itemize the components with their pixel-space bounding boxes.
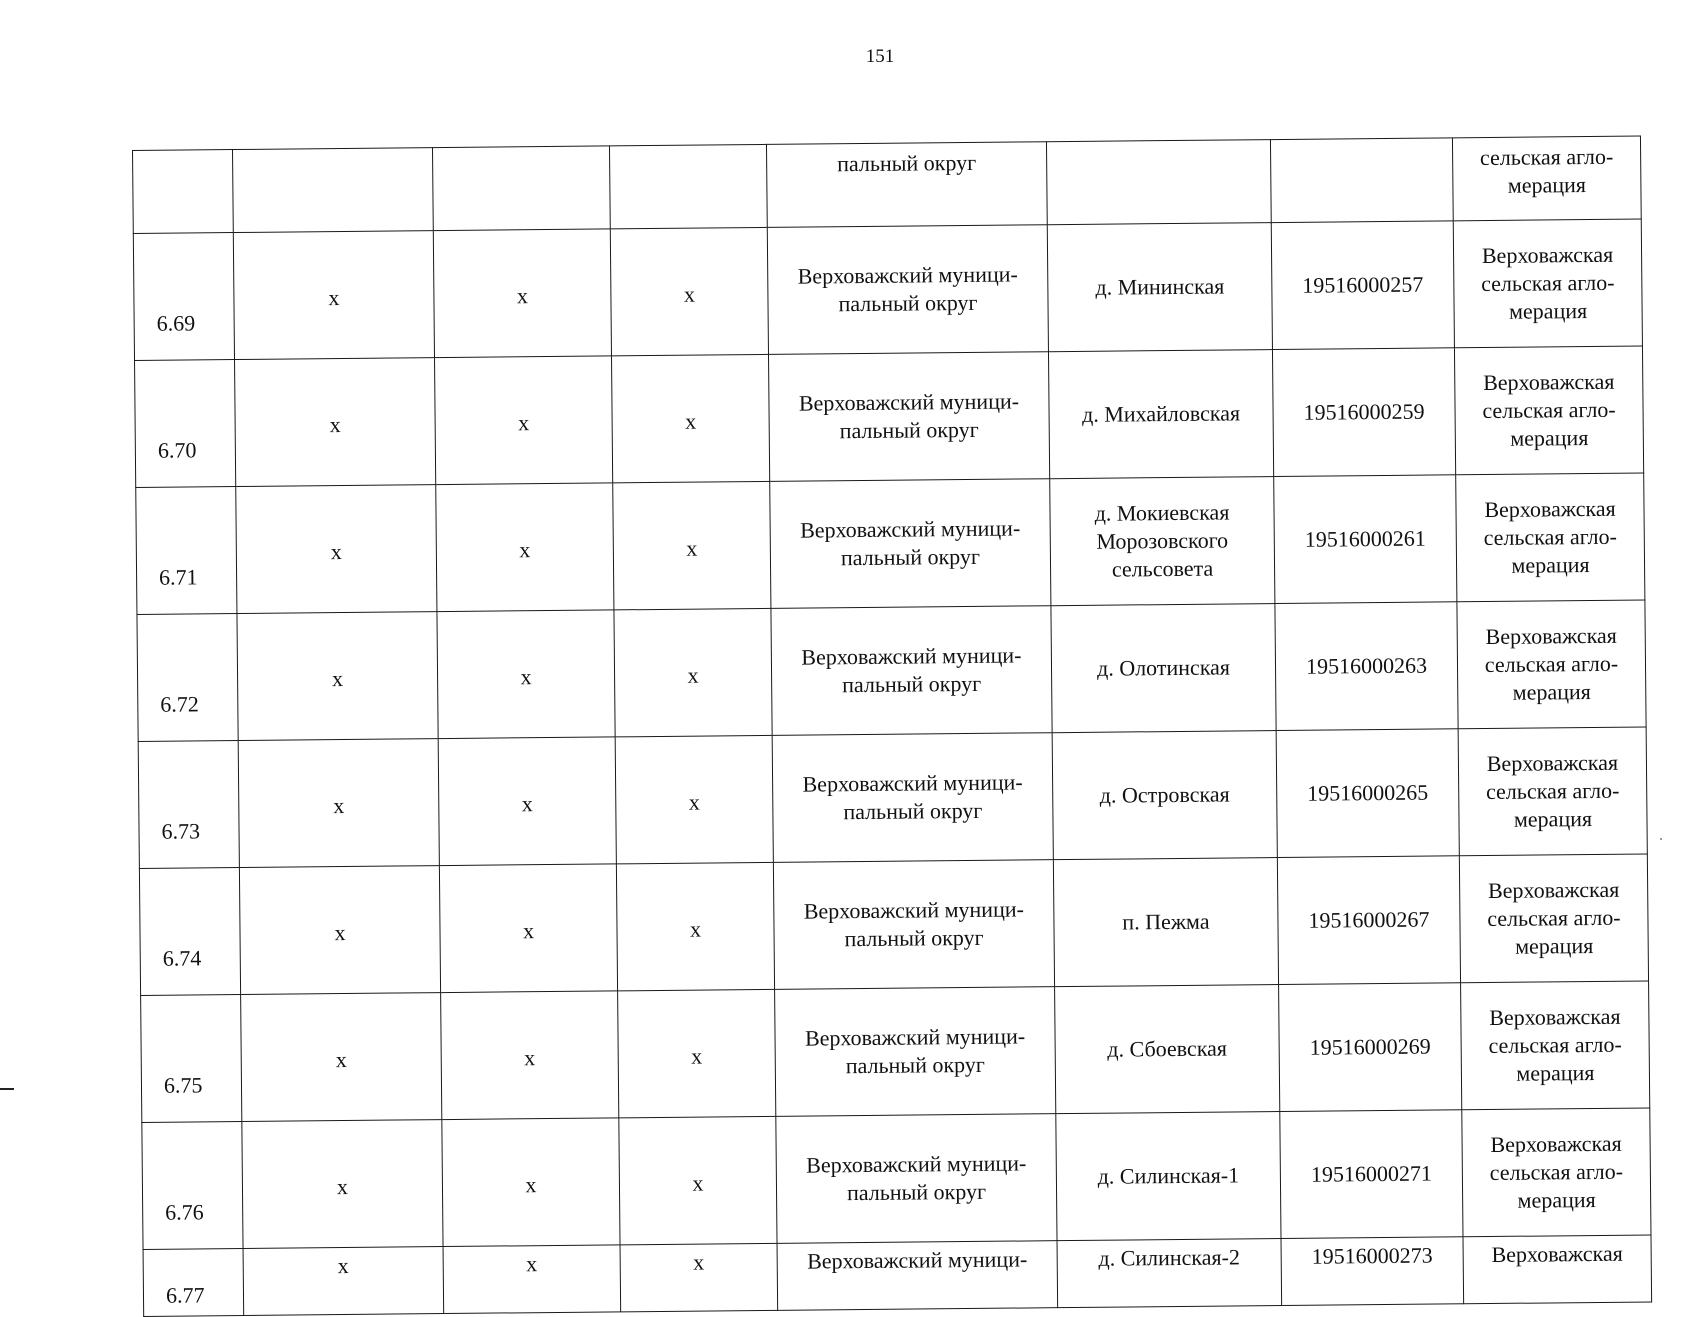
table-row bbox=[142, 1108, 1651, 1249]
cell-col3 bbox=[615, 735, 773, 864]
cell-col2-text: x bbox=[521, 791, 533, 817]
cell-col1-text: x bbox=[330, 539, 342, 565]
cell-col3 bbox=[616, 862, 774, 991]
cell-agglomeration bbox=[1453, 219, 1642, 348]
cell-code-text: 19516000257 bbox=[1302, 271, 1424, 298]
cell-col2 bbox=[441, 991, 619, 1120]
cell-col3-text: x bbox=[686, 535, 698, 561]
cell-code bbox=[1281, 1237, 1464, 1306]
scan-speck bbox=[1660, 838, 1662, 840]
cell-code-text: 19516000271 bbox=[1310, 1160, 1433, 1187]
cell-col1-text: x bbox=[334, 919, 346, 946]
cell-col2-text: x bbox=[519, 537, 531, 563]
cell-col1 bbox=[233, 231, 434, 360]
cell-code-text: 19516000261 bbox=[1304, 525, 1426, 552]
cell-agglomeration-text: Верховажская сельская агло- мерация bbox=[1488, 1003, 1622, 1086]
cell-settlement-text: д. Сбоевская bbox=[1107, 1035, 1228, 1062]
cell-col1-text: x bbox=[328, 285, 340, 311]
cell-district-text: Верховажский муници- пальный округ bbox=[797, 261, 1018, 317]
cell-settlement-text: п. Пежма bbox=[1122, 908, 1210, 935]
cell-col2 bbox=[438, 737, 616, 866]
table-row bbox=[136, 473, 1645, 614]
cell-district bbox=[768, 352, 1049, 482]
cell-agglomeration bbox=[1459, 854, 1648, 983]
cell-num-text: 6.73 bbox=[161, 818, 201, 844]
cell-agglomeration-text: Верховажская сельская агло- мерация bbox=[1485, 749, 1620, 832]
cell-district-text: Верховажский муници- bbox=[807, 1246, 1028, 1274]
cell-settlement bbox=[1047, 223, 1272, 352]
cell-col1 bbox=[236, 485, 437, 614]
cell-settlement bbox=[1053, 858, 1278, 987]
cell-num-text: 6.72 bbox=[160, 691, 199, 717]
cell-col2-text: x bbox=[520, 664, 532, 690]
cell-agglomeration-text: Верховажская сельская агло- мерация bbox=[1484, 622, 1619, 705]
cell-code bbox=[1277, 856, 1460, 985]
cell-district-text: Верховажский муници- пальный округ bbox=[804, 1023, 1026, 1079]
cell-num bbox=[141, 994, 242, 1122]
cell-num bbox=[138, 741, 239, 869]
settlements-table bbox=[132, 136, 1652, 1317]
cell-settlement bbox=[1055, 985, 1280, 1114]
cell-col1-text: x bbox=[333, 792, 345, 819]
cell-col1-text: x bbox=[329, 412, 341, 438]
cell-agglomeration-text: Верховажская сельская агло- мерация bbox=[1483, 495, 1618, 578]
cell-code bbox=[1279, 983, 1462, 1112]
cell-code-text: 19516000267 bbox=[1308, 906, 1430, 933]
cell-num-text: 6.77 bbox=[165, 1282, 205, 1308]
cell-settlement bbox=[1052, 731, 1277, 860]
cell-district-text: Верховажский муници- пальный округ bbox=[803, 896, 1024, 952]
cell-agglomeration-text: Верховажская сельская агло- мерация bbox=[1489, 1130, 1624, 1213]
cell-col3-text: x bbox=[693, 1249, 705, 1275]
cell-settlement bbox=[1051, 604, 1276, 733]
cell-num bbox=[133, 150, 234, 234]
cell-code bbox=[1270, 138, 1453, 223]
cell-settlement bbox=[1057, 1239, 1282, 1308]
cell-district-text: Верховажский муници- пальный округ bbox=[798, 388, 1020, 444]
cell-code-text: 19516000265 bbox=[1307, 779, 1429, 806]
cell-num-text: 6.70 bbox=[157, 437, 197, 463]
cell-col3 bbox=[611, 354, 769, 483]
cell-district bbox=[777, 1241, 1058, 1311]
cell-agglomeration bbox=[1452, 136, 1641, 221]
cell-col2 bbox=[439, 864, 617, 993]
cell-settlement bbox=[1046, 140, 1271, 225]
cell-col3-text: x bbox=[683, 281, 696, 307]
cell-col1 bbox=[239, 866, 440, 995]
cell-col3-text: x bbox=[692, 1170, 704, 1196]
cell-code bbox=[1271, 221, 1454, 350]
cell-col1 bbox=[242, 1120, 443, 1249]
cell-agglomeration-text: Верховажская сельская агло- мерация bbox=[1487, 876, 1621, 959]
cell-district-text: Верховажский муници- пальный округ bbox=[799, 515, 1021, 571]
cell-col2-text: x bbox=[518, 410, 530, 436]
cell-col3-text: x bbox=[691, 1043, 703, 1069]
cell-district bbox=[771, 606, 1052, 736]
cell-agglomeration bbox=[1456, 473, 1645, 602]
cell-district-text: Верховажский муници- пальный округ bbox=[801, 642, 1022, 698]
cell-num bbox=[135, 360, 236, 488]
cell-district bbox=[770, 479, 1051, 609]
cell-num bbox=[142, 1121, 243, 1249]
margin-mark bbox=[0, 1088, 14, 1090]
cell-col3 bbox=[620, 1243, 778, 1312]
cell-agglomeration-text: Верховажская bbox=[1491, 1240, 1623, 1267]
cell-col3 bbox=[610, 227, 768, 356]
cell-agglomeration-text: Верховажская сельская агло- мерация bbox=[1481, 241, 1615, 324]
cell-col1-text: x bbox=[337, 1252, 349, 1279]
cell-code bbox=[1280, 1110, 1463, 1239]
page-number: 151 bbox=[865, 46, 895, 67]
cell-col2 bbox=[442, 1118, 620, 1247]
cell-col2 bbox=[435, 356, 613, 485]
cell-col3-text: x bbox=[687, 662, 699, 688]
table-row bbox=[135, 346, 1644, 487]
agglomeration-text: сельская агло- мерация bbox=[1479, 143, 1614, 198]
document-table-wrapper bbox=[132, 136, 1652, 1317]
cell-settlement-text: д. Олотинская bbox=[1096, 654, 1231, 681]
cell-num bbox=[143, 1248, 244, 1316]
cell-col2 bbox=[443, 1245, 621, 1314]
cell-code-text: 19516000273 bbox=[1311, 1242, 1433, 1269]
cell-num bbox=[133, 233, 234, 361]
cell-code-text: 19516000259 bbox=[1303, 398, 1425, 425]
table-row bbox=[133, 219, 1642, 360]
cell-district bbox=[772, 733, 1053, 863]
cell-agglomeration bbox=[1454, 346, 1643, 475]
cell-settlement bbox=[1056, 1112, 1281, 1241]
cell-settlement-text: д. Островская bbox=[1099, 781, 1230, 808]
cell-agglomeration bbox=[1463, 1235, 1652, 1304]
cell-agglomeration bbox=[1458, 727, 1647, 856]
cell-code-text: 19516000263 bbox=[1305, 652, 1428, 679]
cell-num-text: 6.74 bbox=[162, 945, 202, 971]
cell-num-text: 6.75 bbox=[163, 1072, 203, 1098]
cell-code bbox=[1276, 729, 1459, 858]
cell-settlement-text: д. Михайловская bbox=[1081, 400, 1241, 427]
cell-col3 bbox=[614, 608, 772, 737]
cell-settlement bbox=[1050, 477, 1275, 606]
cell-num-text: 6.69 bbox=[156, 310, 196, 336]
cell-col2 bbox=[432, 146, 610, 231]
cell-district bbox=[773, 860, 1054, 990]
cell-col2 bbox=[437, 610, 615, 739]
cell-code bbox=[1272, 348, 1455, 477]
district-text: пальный округ bbox=[837, 149, 977, 177]
cell-col3-text: x bbox=[685, 408, 697, 434]
cell-col2 bbox=[436, 483, 614, 612]
cell-district-text: Верховажский муници- пальный округ bbox=[806, 1150, 1027, 1206]
cell-col1 bbox=[243, 1247, 444, 1316]
cell-col1-text: x bbox=[335, 1046, 347, 1073]
cell-district bbox=[775, 987, 1056, 1117]
cell-col2-text: x bbox=[526, 1251, 538, 1277]
cell-col1-text: x bbox=[331, 665, 344, 692]
cell-num bbox=[136, 487, 237, 615]
cell-agglomeration-text: Верховажская сельская агло- мерация bbox=[1482, 368, 1616, 451]
cell-settlement-text: д. Силинская-1 bbox=[1097, 1162, 1240, 1189]
cell-col3 bbox=[609, 144, 767, 229]
cell-col2-text: x bbox=[516, 283, 529, 309]
cell-district bbox=[767, 225, 1048, 355]
cell-settlement-text: д. Силинская-2 bbox=[1098, 1244, 1241, 1271]
cell-col1 bbox=[238, 739, 439, 868]
cell-col3-text: x bbox=[688, 789, 700, 815]
table-row bbox=[139, 854, 1648, 995]
cell-settlement-text: д. Мокиевская Морозовского сельсовета bbox=[1094, 499, 1230, 582]
cell-num bbox=[139, 868, 240, 996]
cell-num bbox=[137, 614, 238, 742]
cell-code-text: 19516000269 bbox=[1309, 1033, 1431, 1060]
table-row bbox=[137, 600, 1646, 741]
cell-district bbox=[766, 142, 1047, 228]
cell-code bbox=[1275, 602, 1458, 731]
cell-agglomeration bbox=[1461, 981, 1650, 1110]
cell-col3 bbox=[619, 1116, 777, 1245]
cell-col1 bbox=[237, 612, 438, 741]
cell-agglomeration bbox=[1457, 600, 1646, 729]
cell-col1-text: x bbox=[336, 1173, 349, 1200]
cell-num-text: 6.71 bbox=[158, 564, 198, 590]
cell-settlement bbox=[1048, 350, 1273, 479]
cell-col2-text: x bbox=[525, 1172, 537, 1198]
cell-num-text: 6.76 bbox=[165, 1199, 204, 1225]
cell-settlement-text: д. Мининская bbox=[1095, 273, 1225, 300]
table-row bbox=[141, 981, 1650, 1122]
cell-district bbox=[776, 1114, 1057, 1244]
cell-col3 bbox=[618, 989, 776, 1118]
cell-col3-text: x bbox=[689, 916, 702, 942]
cell-agglomeration bbox=[1462, 1108, 1651, 1237]
cell-col3 bbox=[613, 481, 771, 610]
table-row bbox=[143, 1235, 1652, 1316]
cell-col1 bbox=[233, 148, 434, 233]
cell-district-text: Верховажский муници- пальный округ bbox=[802, 769, 1023, 825]
cell-code bbox=[1274, 475, 1457, 604]
table-row-continuation bbox=[133, 136, 1642, 233]
cell-col1 bbox=[235, 358, 436, 487]
cell-col2-text: x bbox=[522, 918, 535, 944]
cell-col2-text: x bbox=[524, 1045, 536, 1071]
table-row bbox=[138, 727, 1647, 868]
cell-col2 bbox=[433, 229, 611, 358]
cell-col1 bbox=[241, 993, 442, 1122]
